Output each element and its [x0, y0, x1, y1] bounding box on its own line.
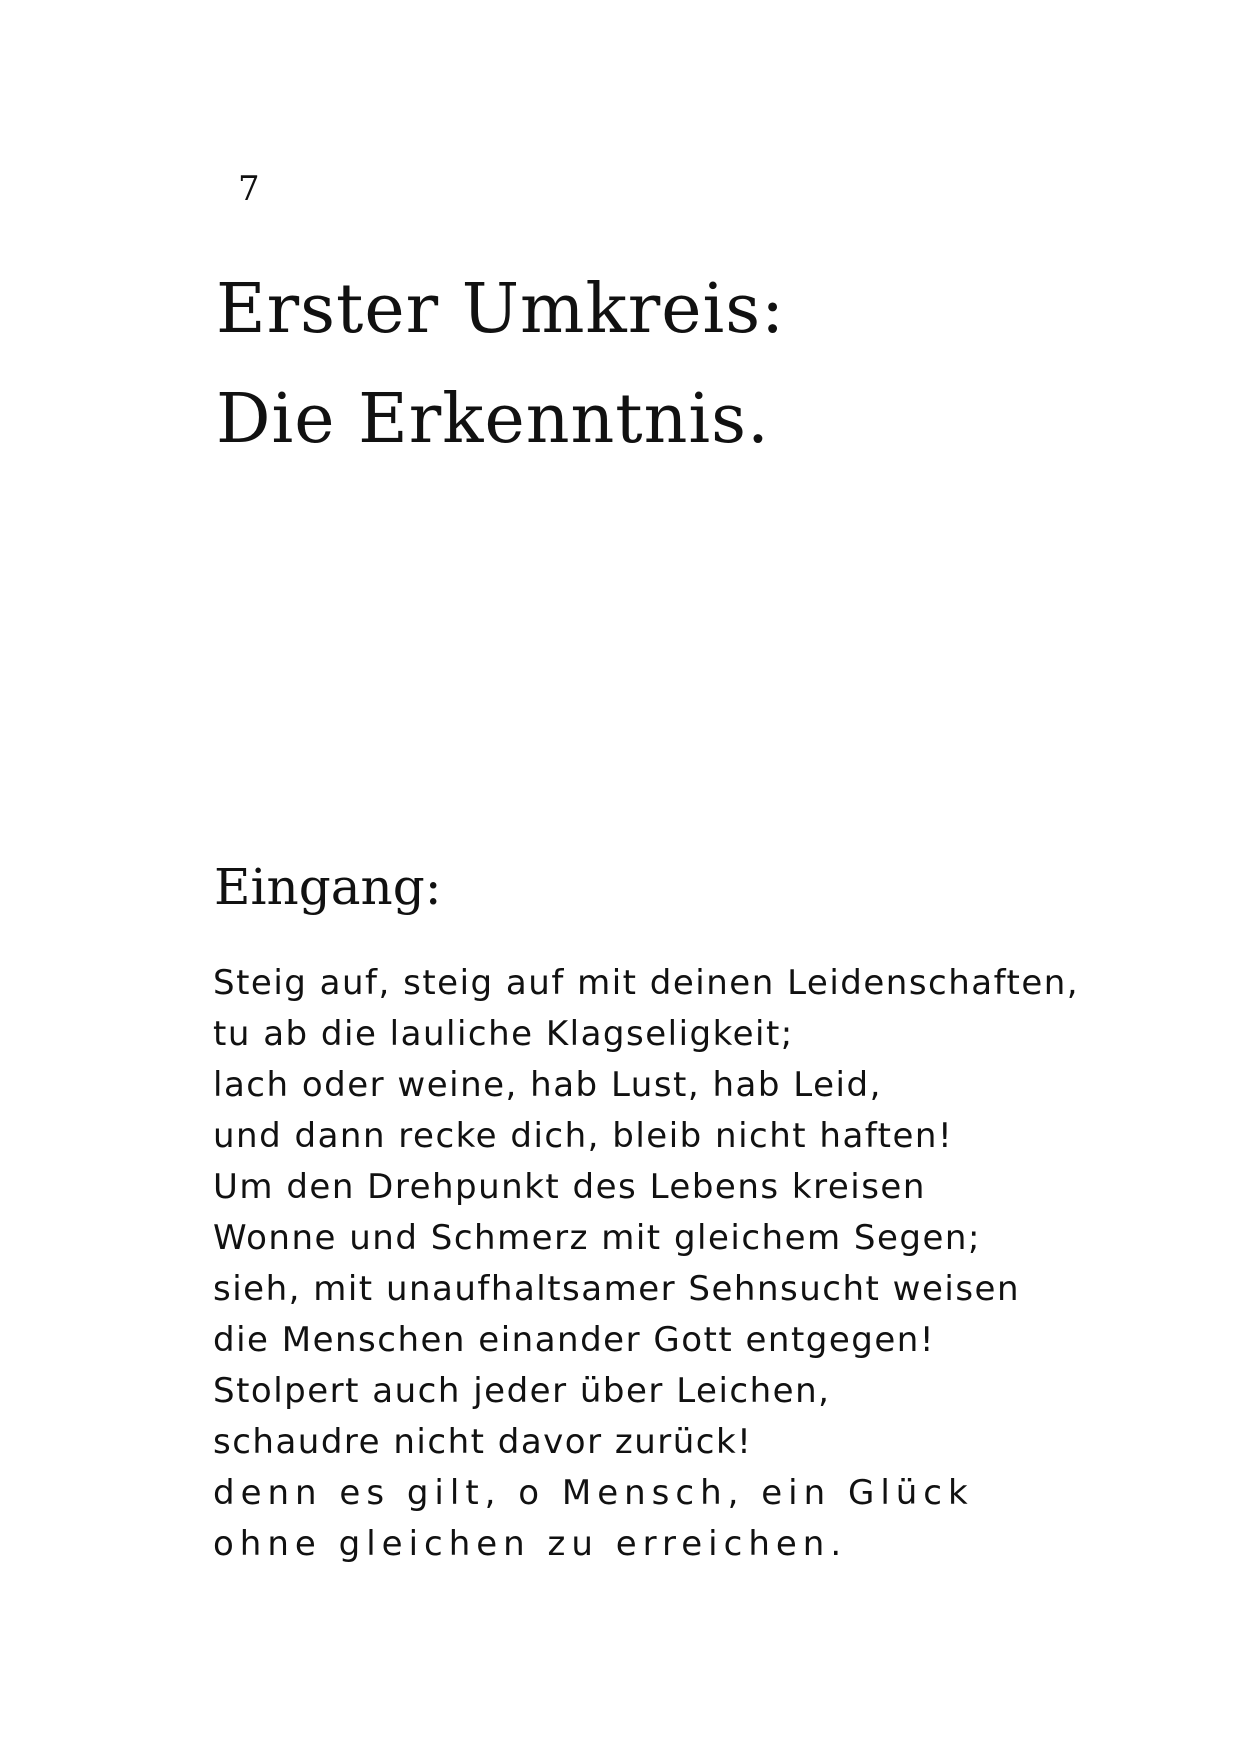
poem-line: ohne gleichen zu erreichen.	[213, 1524, 848, 1564]
poem	[213, 958, 1079, 1570]
poem-line: Stolpert auch jeder über Leichen,	[213, 1371, 831, 1411]
chapter-title	[216, 255, 785, 475]
page-number: 7	[238, 169, 260, 209]
poem-line: schaudre nicht davor zurück!	[213, 1422, 753, 1462]
poem-line: denn es gilt, o Mensch, ein Glück	[213, 1473, 974, 1513]
poem-line: die Menschen einander Gott entgegen!	[213, 1320, 935, 1360]
section-heading: Eingang:	[214, 858, 442, 916]
poem-line: Steig auf, steig auf mit deinen Leidenschaften,	[213, 963, 1080, 1003]
poem-line: lach oder weine, hab Lust, hab Leid,	[213, 1065, 882, 1105]
chapter-subtitle-line: Die Erkenntnis.	[216, 380, 770, 459]
poem-line: sieh, mit unaufhaltsamer Sehnsucht weisen	[213, 1269, 1021, 1309]
poem-line: und dann recke dich, bleib nicht haften!	[213, 1116, 954, 1156]
chapter-title-line: Erster Umkreis:	[216, 270, 786, 349]
poem-line: Um den Drehpunkt des Lebens kreisen	[213, 1167, 926, 1207]
poem-line: tu ab die lauliche Klagseligkeit;	[213, 1014, 794, 1054]
poem-line: Wonne und Schmerz mit gleichem Segen;	[213, 1218, 981, 1258]
